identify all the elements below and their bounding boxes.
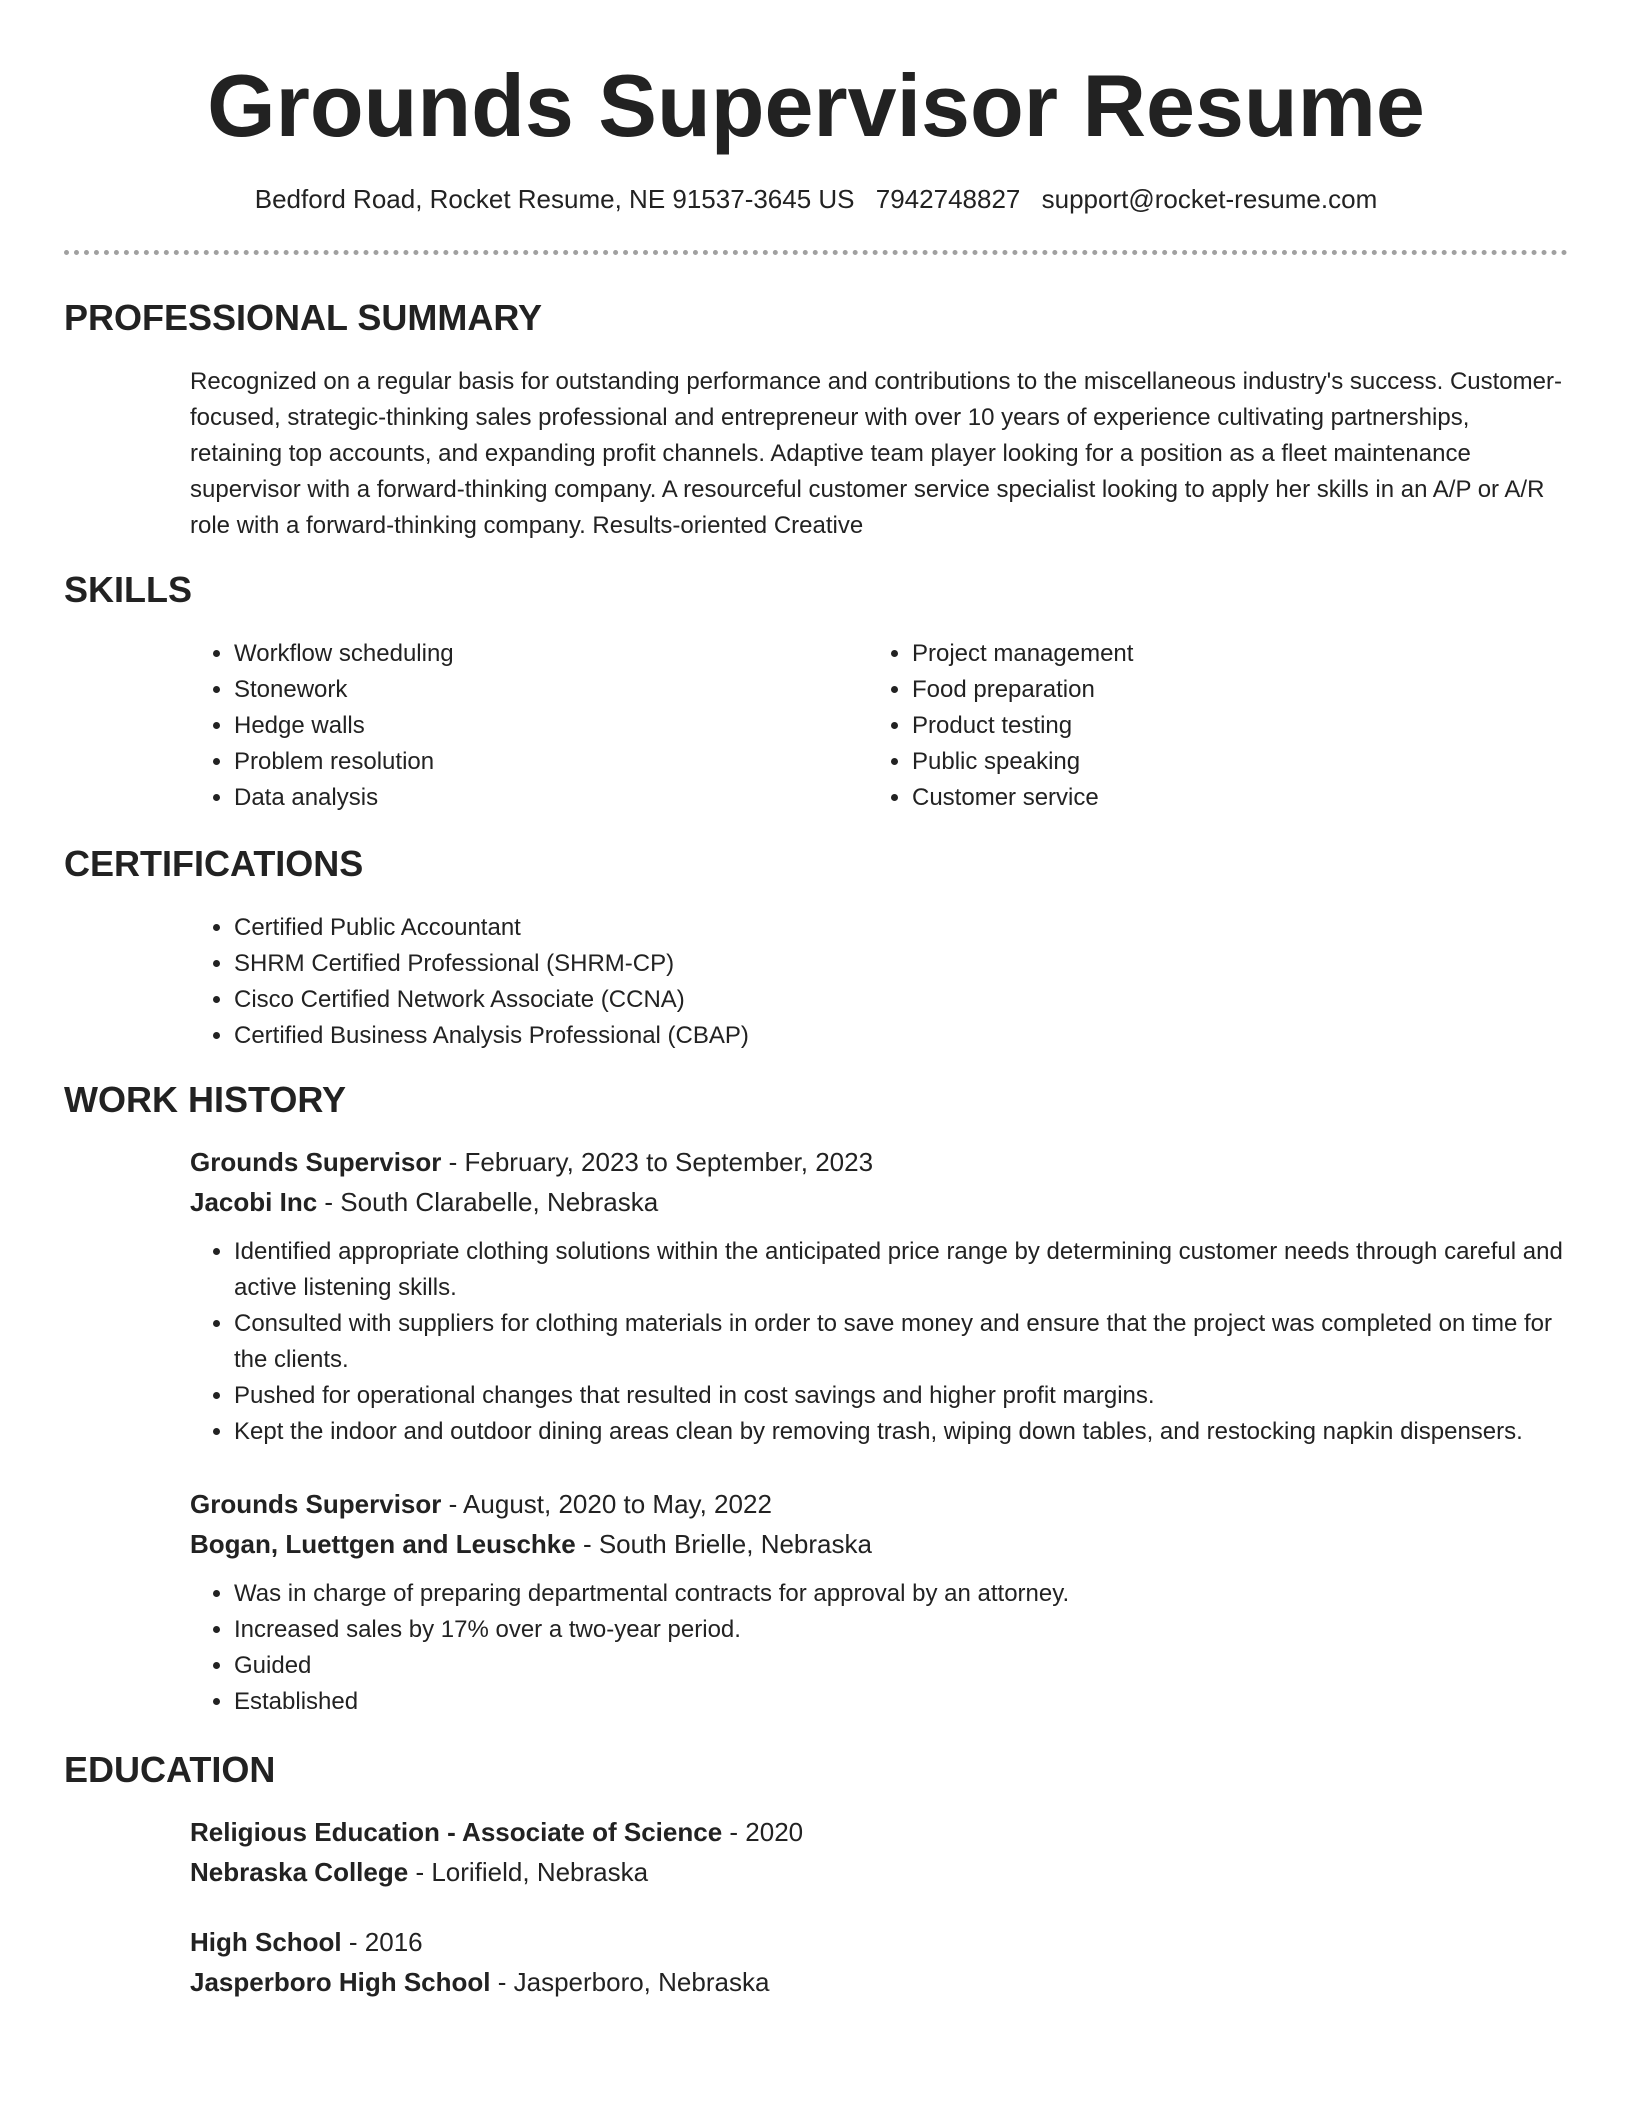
certifications-body [190,910,1568,1054]
job-bullets [190,1576,1568,1720]
job-bullet: • Identified appropriate clothing solutions within the anticipated price range by determining customer needs through careful and active listening skills. [234,1234,1568,1306]
skills-list-left [190,636,868,816]
job-entry [190,1142,1568,1222]
education-degree: High School [190,1927,342,1957]
education-degree-line [190,1922,1568,1962]
education-location: - Jasperboro, Nebraska [490,1967,770,1997]
job-bullets [190,1234,1568,1450]
skills-column-right [868,636,1546,816]
skill-item: • Data analysis [234,780,868,816]
certification-item: • Cisco Certified Network Associate (CCNA) [234,982,1568,1018]
contact-email: support@rocket-resume.com [1041,184,1378,214]
education-degree-line [190,1812,1568,1852]
skill-item: • Food preparation [912,672,1546,708]
job-location: - South Clarabelle, Nebraska [317,1187,659,1217]
job-company: Bogan, Luettgen and Leuschke [190,1529,576,1559]
work-history-heading: WORK HISTORY [64,1079,347,1120]
skills-section [64,568,1568,816]
job-entry [190,1484,1568,1564]
education-school-line [190,1962,1568,2002]
education-year: - 2020 [722,1817,804,1847]
job-location: - South Brielle, Nebraska [575,1529,872,1559]
job-dates: - February, 2023 to September, 2023 [441,1147,874,1177]
job-company: Jacobi Inc [190,1187,318,1217]
contact-line [64,182,1568,216]
skill-item: • Stonework [234,672,868,708]
skill-item: • Workflow scheduling [234,636,868,672]
summary-heading: PROFESSIONAL SUMMARY [64,297,543,338]
certifications-heading: CERTIFICATIONS [64,843,364,884]
skill-item: • Public speaking [912,744,1546,780]
skill-item: • Customer service [912,780,1546,816]
skills-column-left [190,636,868,816]
education-heading: EDUCATION [64,1749,276,1790]
education-degree: Religious Education - Associate of Science [190,1817,723,1847]
certification-item: • SHRM Certified Professional (SHRM-CP) [234,946,1568,982]
job-bullet: • Was in charge of preparing departmental contracts for approval by an attorney. [234,1576,1568,1612]
skills-list-right [868,636,1546,816]
summary-text: Recognized on a regular basis for outstanding performance and contributions to the miscellaneous industry's success. Customer-focused, strategic-thinking sales professional and entrepreneur with over 10 years of experience cultivating partnerships, retaining top accounts, and expanding profit channels. Adaptive team player looking for a position as a fleet maintenance supervisor with a forward-thinking company. A resourceful customer service specialist looking to apply her skills in an A/P or A/R role with a forward-thinking company. Results-oriented Creative [190,368,1562,539]
education-entry [190,1922,1568,2002]
certification-item: • Certified Public Accountant [234,910,1568,946]
job-bullet: • Established [234,1684,1568,1720]
certification-item: • Certified Business Analysis Professional (CBAP) [234,1018,1568,1054]
contact-address: Bedford Road, Rocket Resume, NE 91537-3645 US [254,184,855,214]
header-divider [64,250,1568,255]
education-school-line [190,1852,1568,1892]
skills-heading: SKILLS [64,569,193,610]
job-bullet: • Increased sales by 17% over a two-year period. [234,1612,1568,1648]
skill-item: • Problem resolution [234,744,868,780]
skill-item: • Project management [912,636,1546,672]
job-company-line [190,1524,1568,1564]
education-entry [190,1812,1568,1892]
job-dates: - August, 2020 to May, 2022 [441,1489,772,1519]
job-bullet: • Kept the indoor and outdoor dining areas clean by removing trash, wiping down tables, and restocking napkin dispensers. [234,1414,1568,1450]
job-title-line [190,1484,1568,1524]
work-history-section [64,1078,1568,1720]
education-year: - 2016 [341,1927,423,1957]
job-title: Grounds Supervisor [190,1147,442,1177]
education-school: Jasperboro High School [190,1967,491,1997]
summary-section [64,296,1568,544]
education-section [64,1748,1568,2002]
certifications-section [64,842,1568,1054]
contact-phone: 7942748827 [875,184,1021,214]
job-bullet-list [190,1234,1568,1450]
job-bullet: • Pushed for operational changes that resulted in cost savings and higher profit margins. [234,1378,1568,1414]
skill-item: • Product testing [912,708,1546,744]
job-title: Grounds Supervisor [190,1489,442,1519]
education-location: - Lorifield, Nebraska [408,1857,649,1887]
job-company-line [190,1182,1568,1222]
job-bullet: • Consulted with suppliers for clothing materials in order to save money and ensure that the project was completed on time for the clients. [234,1306,1568,1378]
certifications-list [190,910,1568,1054]
resume-title: Grounds Supervisor Resume [207,56,1425,155]
skill-item: • Hedge walls [234,708,868,744]
job-bullet: • Guided [234,1648,1568,1684]
skills-grid [190,636,1568,816]
job-bullet-list [190,1576,1568,1720]
education-school: Nebraska College [190,1857,409,1887]
job-title-line [190,1142,1568,1182]
